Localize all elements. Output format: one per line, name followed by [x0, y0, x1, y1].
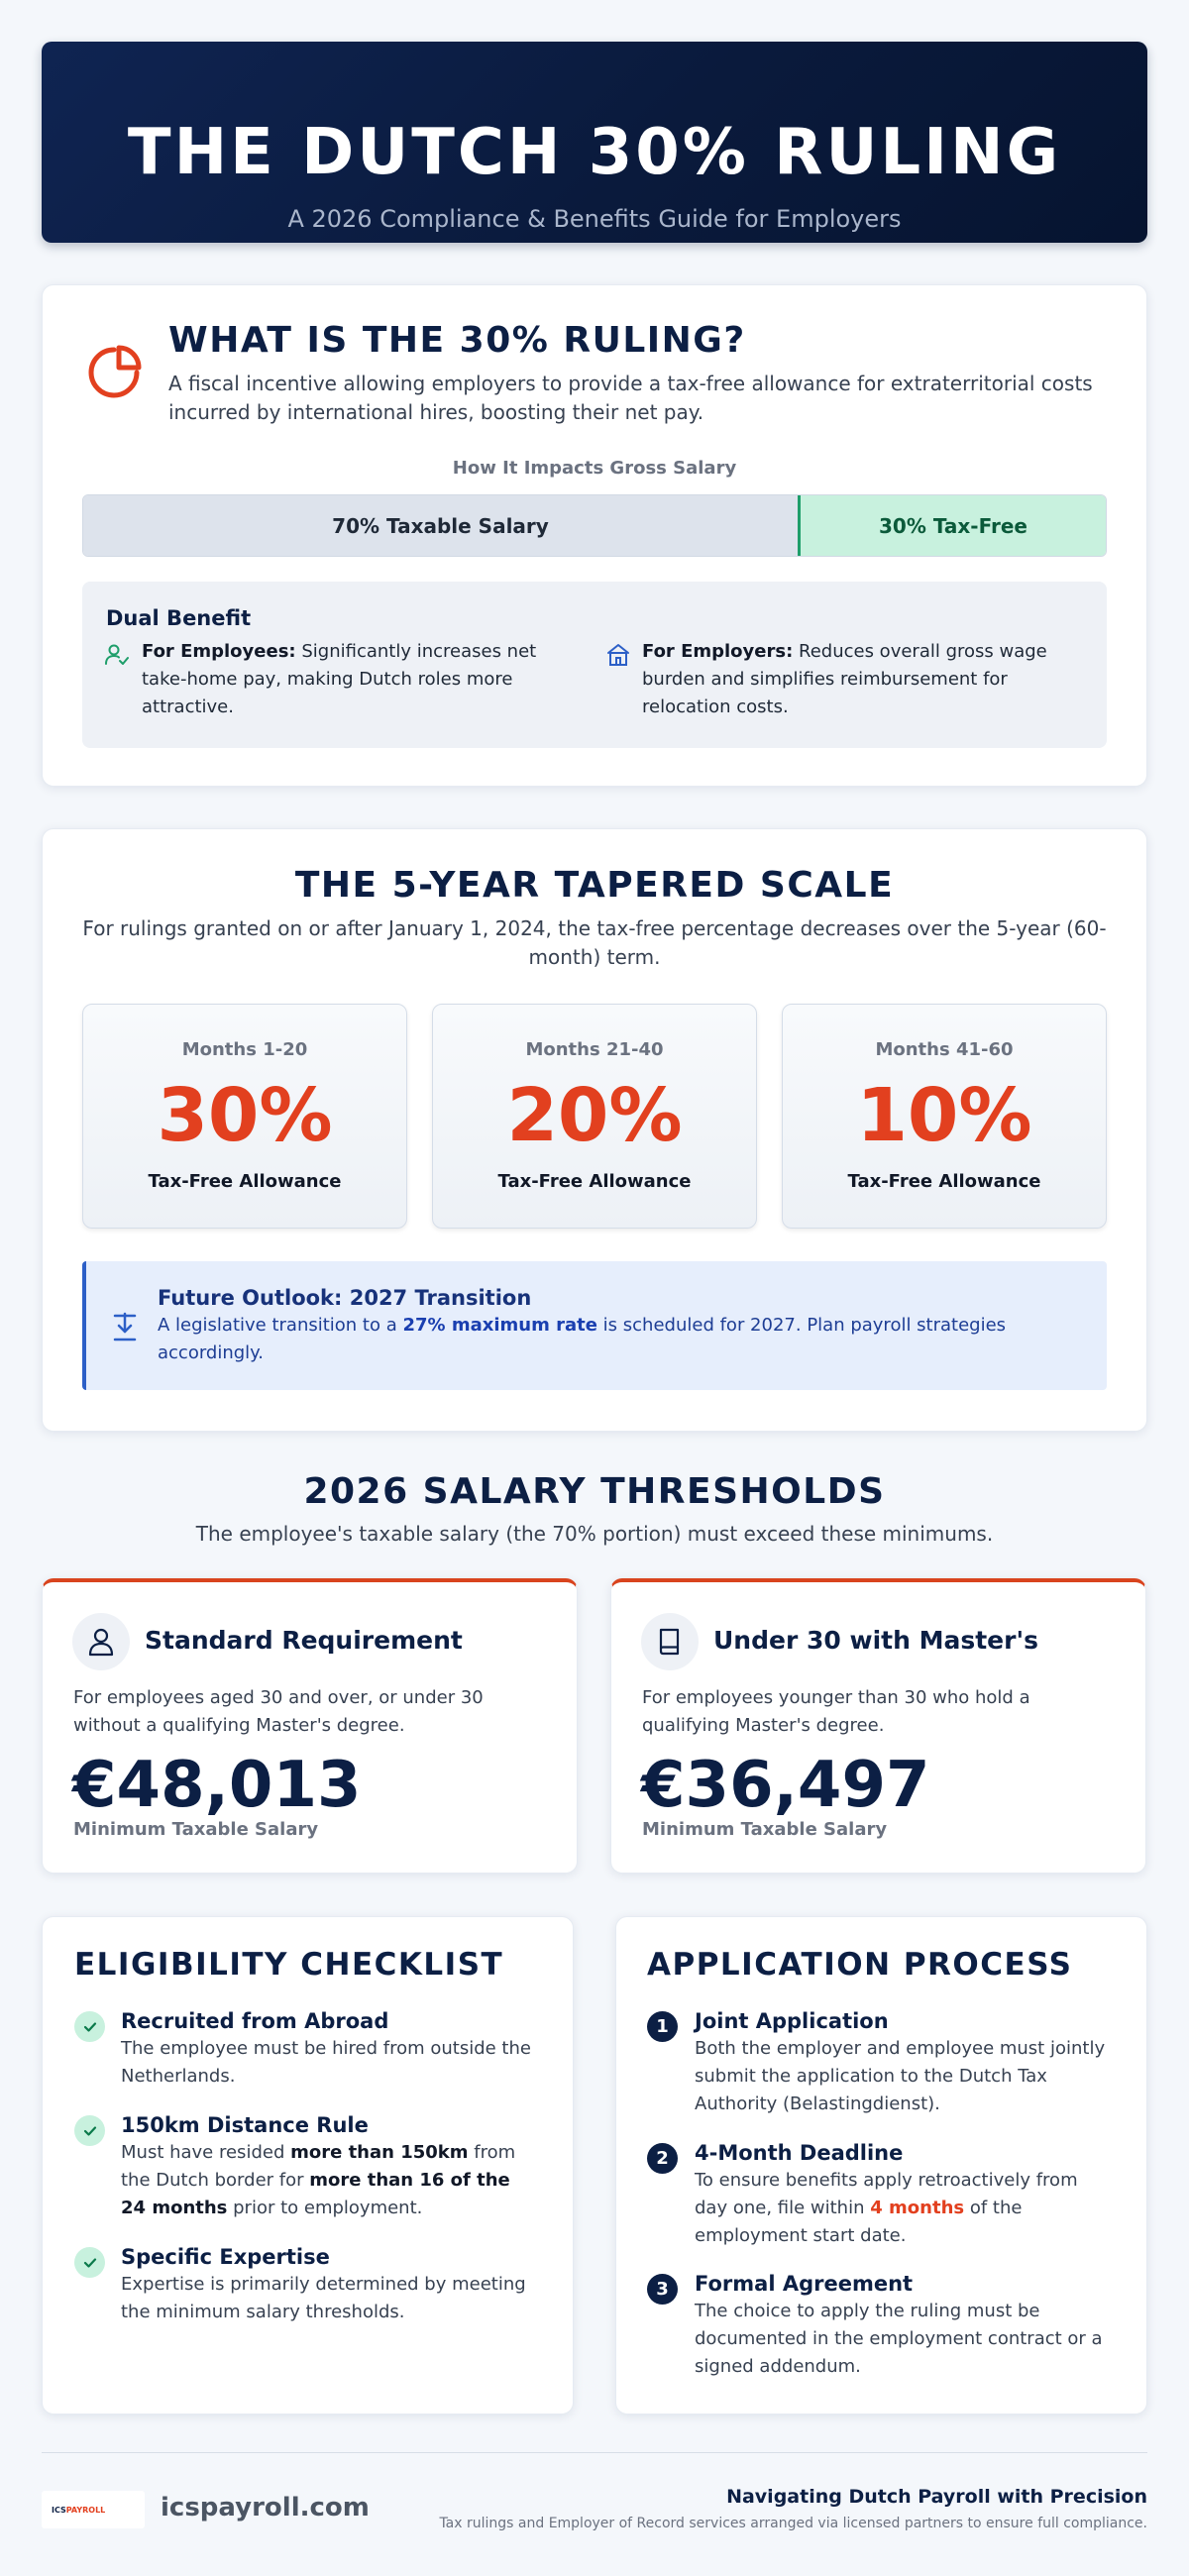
text-bold: more than 16 of the 24 months: [121, 2170, 510, 2218]
stage-percent: 10%: [856, 1073, 1032, 1158]
impact-caption: How It Impacts Gross Salary: [452, 458, 737, 479]
process-step-text: [695, 2167, 1116, 2250]
page-title: THE DUTCH 30% RULING: [127, 116, 1062, 189]
logo-payroll: PAYROLL: [65, 2505, 106, 2515]
deadline-highlight: 4 months: [870, 2198, 965, 2218]
outlook-text: [158, 1312, 1069, 1367]
stage-card: [432, 1004, 757, 1229]
process-step-text: The choice to apply the ruling must be documented in the employment contract or a signed addendum.: [695, 2301, 1103, 2377]
step-number: 3: [647, 2274, 678, 2305]
tapered-scale-title: THE 5-YEAR TAPERED SCALE: [294, 865, 895, 906]
building-icon: [605, 642, 631, 668]
stage-card: [82, 1004, 407, 1229]
employee-benefit: [142, 638, 568, 721]
threshold-title: Under 30 with Master's: [713, 1626, 1038, 1655]
footer-domain[interactable]: icspayroll.com: [161, 2493, 370, 2522]
dual-benefit-title: Dual Benefit: [106, 606, 252, 630]
what-is-description: A fiscal incentive allowing employers to provide a tax-free allowance for extraterritorial costs incurred by international hires, boosting their net pay.: [168, 372, 1093, 424]
checklist-item-title: 150km Distance Rule: [121, 2113, 369, 2137]
stage-label: Tax-Free Allowance: [847, 1171, 1041, 1192]
download-arrow-icon: [111, 1312, 139, 1343]
step-number: 2: [647, 2143, 678, 2174]
footer-divider: [42, 2452, 1147, 2453]
process-title: APPLICATION PROCESS: [647, 1947, 1073, 1983]
salary-split-bar: [82, 494, 1107, 557]
checklist-item-title: Recruited from Abroad: [121, 2009, 389, 2033]
text-part: Must have resided: [121, 2142, 291, 2163]
text-bold: more than 150km: [290, 2142, 469, 2163]
threshold-amount: €36,497: [641, 1749, 930, 1822]
threshold-title: Standard Requirement: [145, 1626, 463, 1655]
text-part: from the Dutch border for: [121, 2142, 516, 2191]
employee-benefit-text: Significantly increases net take-home pay, making Dutch roles more attractive.: [142, 641, 537, 717]
employer-benefit: [642, 638, 1068, 721]
outlook-text-part: A legislative transition to a: [158, 1315, 403, 1336]
outlook-text-part: is scheduled for 2027. Plan payroll strategies accordingly.: [158, 1315, 1007, 1363]
pie-chart-icon: [83, 342, 145, 403]
checklist-item-text: [121, 2139, 532, 2222]
user-icon: [87, 1627, 115, 1657]
outlook-max-rate: 27% maximum rate: [402, 1315, 597, 1336]
stage-months: Months 21-40: [525, 1039, 664, 1060]
footer-note: Tax rulings and Employer of Record services arranged via licensed partners to ensure full compliance.: [439, 2516, 1147, 2531]
stage-percent: 20%: [506, 1073, 683, 1158]
company-logo: [42, 2491, 145, 2528]
footer-tagline: Navigating Dutch Payroll with Precision: [726, 2486, 1147, 2508]
hero-banner: [42, 42, 1147, 243]
threshold-amount-label: Minimum Taxable Salary: [642, 1819, 888, 1840]
checklist-item-text: The employee must be hired from outside the Netherlands.: [121, 2038, 531, 2087]
user-check-icon: [104, 642, 130, 668]
page-subtitle: A 2026 Compliance & Benefits Guide for Employers: [287, 205, 902, 233]
outlook-title: Future Outlook: 2027 Transition: [158, 1286, 532, 1310]
check-icon: [74, 2247, 105, 2278]
checklist-item-title: Specific Expertise: [121, 2245, 330, 2269]
threshold-description: For employees younger than 30 who hold a qualifying Master's degree.: [642, 1687, 1030, 1736]
taxable-segment: 70% Taxable Salary: [83, 495, 801, 556]
tapered-scale-description: For rulings granted on or after January 1, 2024, the tax-free percentage decreases over the 5-year (60-month) term.: [82, 916, 1107, 969]
threshold-amount-label: Minimum Taxable Salary: [73, 1819, 319, 1840]
thresholds-description: The employee's taxable salary (the 70% portion) must exceed these minimums.: [195, 1522, 994, 1546]
stage-label: Tax-Free Allowance: [148, 1171, 342, 1192]
thresholds-title: 2026 SALARY THRESHOLDS: [303, 1471, 886, 1512]
employer-benefit-text: Reduces overall gross wage burden and simplifies reimbursement for relocation costs.: [642, 641, 1047, 717]
text-part: of the employment start date.: [695, 2198, 1023, 2246]
stage-months: Months 41-60: [875, 1039, 1014, 1060]
checklist-title: ELIGIBILITY CHECKLIST: [74, 1947, 504, 1983]
threshold-description: For employees aged 30 and over, or under 30 without a qualifying Master's degree.: [73, 1687, 484, 1736]
stage-percent: 30%: [157, 1073, 333, 1158]
employer-benefit-lead: For Employers:: [642, 641, 794, 662]
book-icon: [656, 1627, 684, 1657]
step-number: 1: [647, 2011, 678, 2042]
check-icon: [74, 2011, 105, 2042]
process-step-title: 4-Month Deadline: [695, 2141, 904, 2165]
text-part: To ensure benefits apply retroactively from day one, file within: [695, 2170, 1078, 2218]
employee-benefit-lead: For Employees:: [142, 641, 296, 662]
process-step-title: Formal Agreement: [695, 2272, 914, 2296]
check-icon: [74, 2115, 105, 2146]
process-step-title: Joint Application: [695, 2009, 889, 2033]
stage-label: Tax-Free Allowance: [497, 1171, 692, 1192]
what-is-title: WHAT IS THE 30% RULING?: [168, 320, 746, 361]
checklist-item-text: Expertise is primarily determined by meeting the minimum salary thresholds.: [121, 2274, 526, 2322]
tax-free-segment: 30% Tax-Free: [801, 495, 1106, 556]
process-step-text: Both the employer and employee must jointly submit the application to the Dutch Tax Authority (Belastingdienst).: [695, 2038, 1106, 2114]
threshold-amount: €48,013: [72, 1749, 362, 1822]
stage-months: Months 1-20: [181, 1039, 308, 1060]
text-part: prior to employment.: [227, 2198, 423, 2218]
stage-card: [782, 1004, 1107, 1229]
logo-ics: ICS: [52, 2505, 66, 2515]
